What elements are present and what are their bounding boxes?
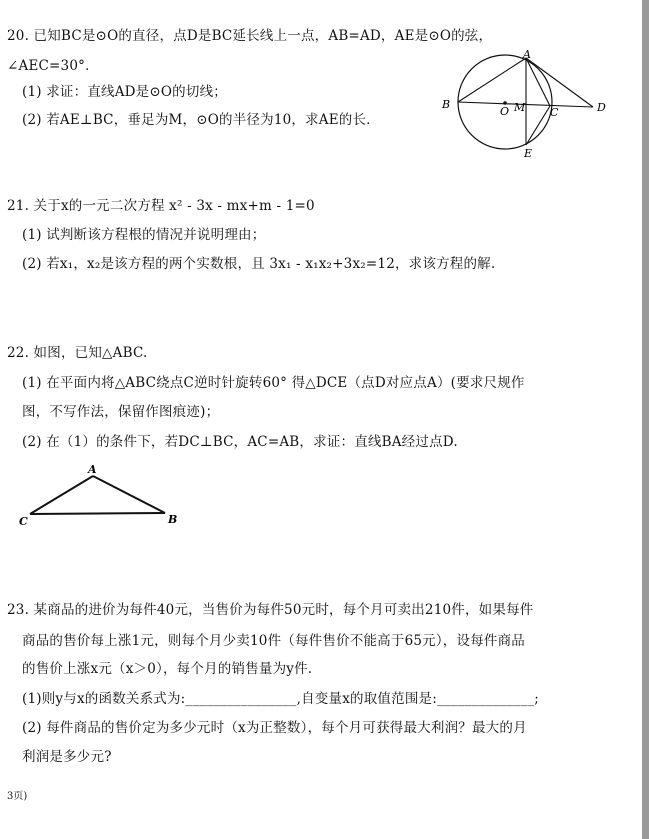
label-m: M [514,101,526,114]
label-d: D [597,101,606,114]
q22-sub2: (2) 在（1）的条件下，若DC⊥BC，AC=AB，求证：直线BA经过点D. [22,434,458,450]
q20-sub2: (2) 若AE⊥BC，垂足为M，⊙O的半径为10，求AE的长． [22,112,380,128]
label-c: C [550,106,559,119]
q22-triangle-figure [15,463,190,528]
q20-sub1: (1) 求证：直线AD是⊙O的切线； [22,84,227,100]
segment-ac [526,58,550,106]
q21-sub2: (2) 若x₁，x₂是该方程的两个实数根，且 3x₁ - x₁x₂+3x₂=12，求该方程的解. [22,256,496,272]
q20-line1: 20. 已知BC是⊙O的直径，点D是BC延长线上一点，AB=AD，AE是⊙O的弦， [7,28,493,44]
segment-ce [526,106,550,145]
segment-cb [30,513,165,514]
segment-ab [458,58,526,102]
q21-line1: 21. 关于x的一元二次方程 x² - 3x - mx+m - 1=0 [7,198,315,214]
label-o: O [500,105,510,118]
label-c: C [19,515,28,528]
q23-sub2a: (2) 每件商品的售价定为多少元时（x为正整数），每个月可获得最大利润？最大的月 [22,720,527,736]
segment-ac [30,476,93,514]
segment-ab [93,476,165,513]
q23-sub2b: 利润是多少元? [22,749,112,765]
q20-line2: ∠AEC=30°． [7,58,99,74]
label-e: E [524,147,533,160]
label-a: A [523,48,531,61]
q22-sub1b: 图，不写作法，保留作图痕迹)； [22,404,220,420]
label-b: B [442,98,451,111]
q23-line3: 的售价上涨x元（x＞0），每个月的销售量为y件. [22,661,313,677]
q23-sub1: (1)则y与x的函数关系式为:________________,自变量x的取值范围是:______________; [22,691,540,707]
scan-edge [642,0,649,839]
page-footer: 3页) [7,791,28,802]
q20-circle-figure [430,48,620,160]
label-b: B [168,513,178,526]
q22-sub1a: (1) 在平面内将△ABC绕点C逆时针旋转60° 得△DCE（点D对应点A）(要求尺规作 [22,375,525,391]
q23-line2: 商品的售价每上涨1元，则每个月少卖10件（每件售价不能高于65元），设每件商品 [22,633,525,649]
q22-line1: 22. 如图，已知△ABC. [7,345,148,361]
q21-sub1: (1) 试判断该方程根的情况并说明理由； [22,227,266,243]
q23-line1: 23. 某商品的进价为每件40元，当售价为每件50元时，每个月可卖出210件，如果每件 [7,602,534,618]
label-a: A [88,463,97,476]
segment-ad [526,58,593,107]
